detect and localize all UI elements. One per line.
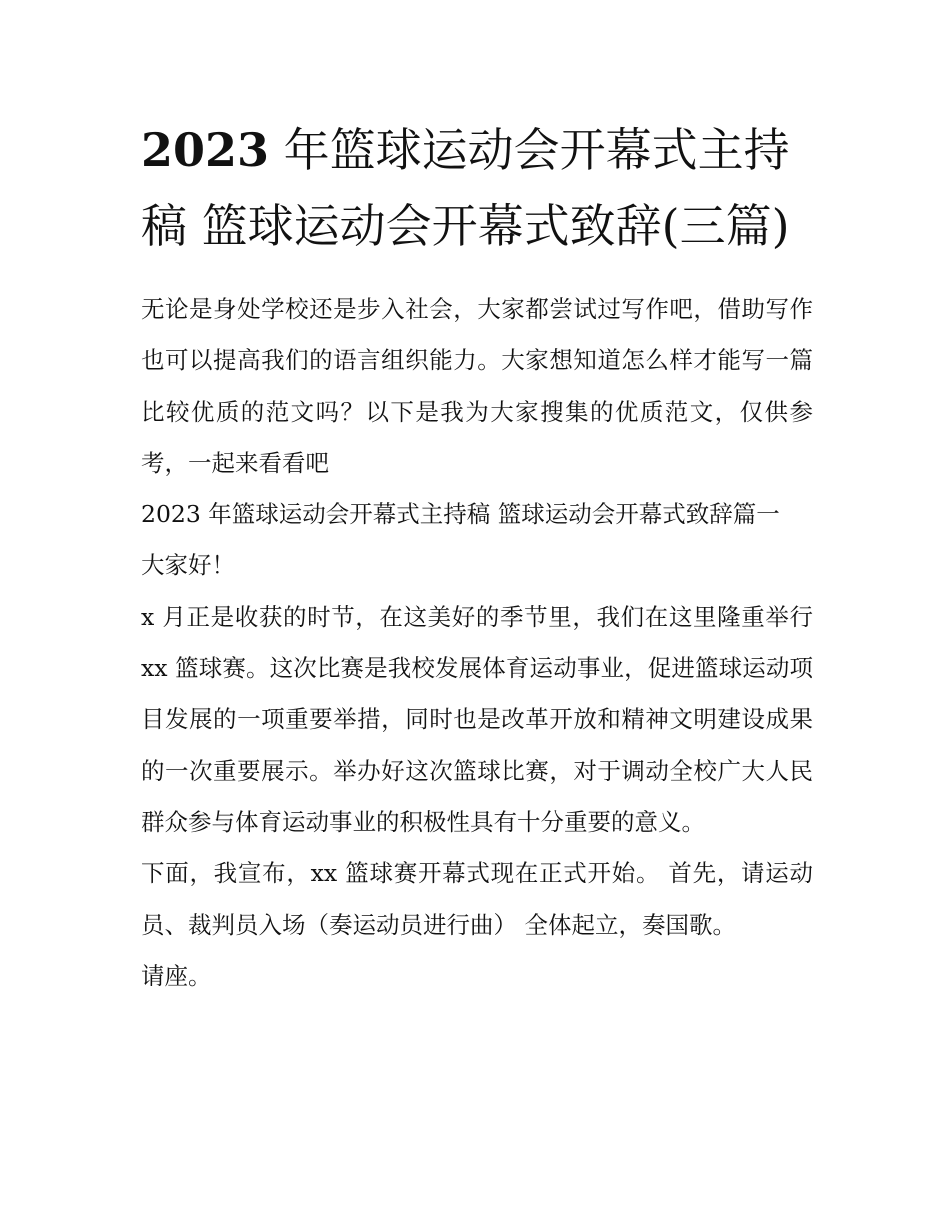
paragraph-closing: 请座。 — [141, 961, 212, 990]
document-page — [141, 112, 813, 1002]
paragraph-greeting: 大家好！ — [141, 551, 235, 580]
title-year: 2023 — [141, 123, 270, 177]
paragraph-announcement: 下面，我宣布，xx 篮球赛开幕式现在正式开始。 首先，请运动员、裁判员入场（奏运动员进行曲） 全体起立，奏国歌。 — [141, 859, 813, 939]
paragraph-main: x 月正是收获的时节，在这美好的季节里，我们在这里隆重举行 xx 篮球赛。这次比赛是我校发展体育运动事业，促进篮球运动项目发展的一项重要举措，同时也是改革开放和精神文明建设成果的一次重要展示。举办好这次篮球比赛，对于调动全校广大人民群众参与体育运动事业的积极性具有十分重要的意义。 — [141, 602, 813, 836]
title-text: 年篮球运动会开幕式主持稿 篮球运动会开幕式致辞(三篇) — [141, 123, 790, 253]
document-body — [141, 284, 813, 1002]
document-title — [141, 112, 813, 264]
paragraph-intro: 无论是身处学校还是步入社会，大家都尝试过写作吧，借助写作也可以提高我们的语言组织能力。大家想知道怎么样才能写一篇比较优质的范文吗？以下是我为大家搜集的优质范文，仅供参考，一起来看看吧 — [141, 295, 813, 477]
paragraph-section-heading: 2023 年篮球运动会开幕式主持稿 篮球运动会开幕式致辞篇一 — [141, 500, 780, 529]
